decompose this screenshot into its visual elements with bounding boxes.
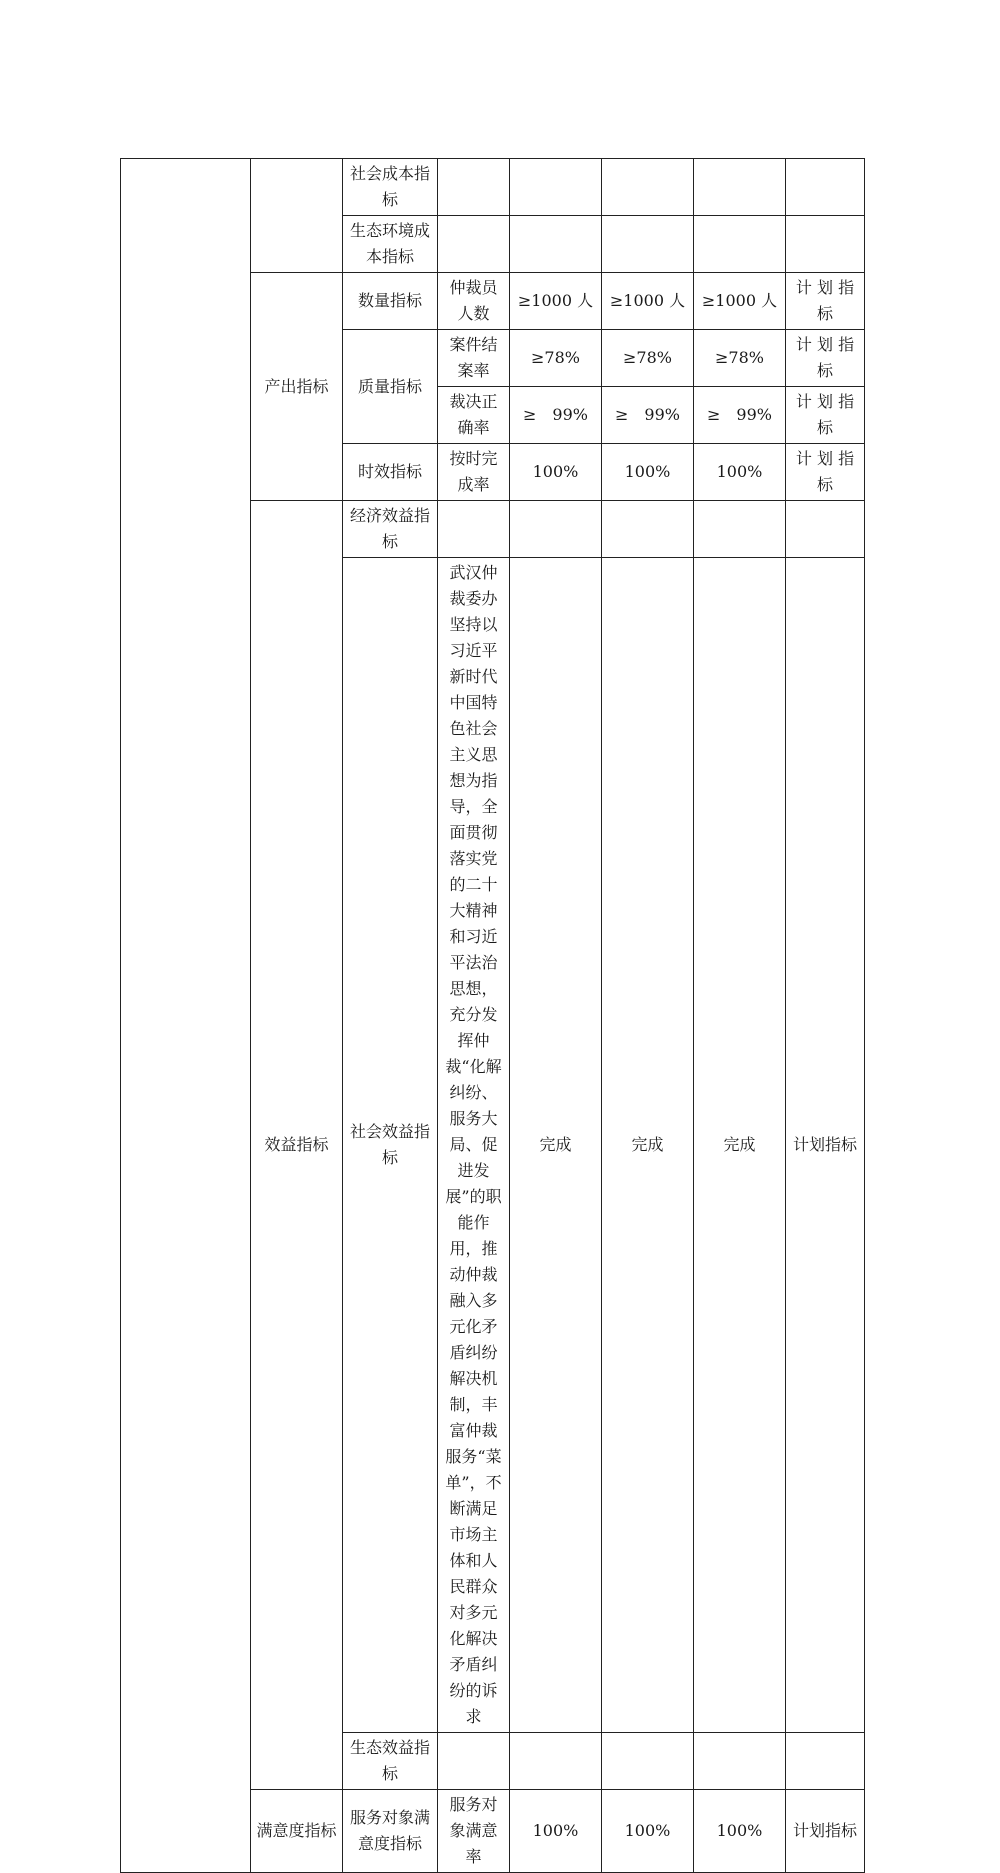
performance-indicator-table	[120, 158, 865, 1873]
value-1: 完成	[510, 558, 602, 1733]
level3-economic: 经济效益指标	[343, 501, 438, 558]
value-1: 100%	[510, 1790, 602, 1873]
level3-eco-cost: 生态环境成本指标	[343, 216, 438, 273]
level4-satisfaction-rate: 服务对象满意率	[438, 1790, 510, 1873]
level4-on-time: 按时完成率	[438, 444, 510, 501]
value-2: 完成	[602, 558, 694, 1733]
level2-satisfaction: 满意度指标	[251, 1790, 343, 1873]
value-2: ≥78%	[602, 330, 694, 387]
level4-ruling-accuracy: 裁决正确率	[438, 387, 510, 444]
level3-quality: 质量指标	[343, 330, 438, 444]
remark: 计划指标	[786, 1790, 865, 1873]
remark: 计 划 指 标	[786, 387, 865, 444]
value-1: ≥ 99%	[510, 387, 602, 444]
value-3: ≥ 99%	[694, 387, 786, 444]
value-2: 100%	[602, 444, 694, 501]
value-2: ≥1000 人	[602, 273, 694, 330]
remark: 计划指标	[786, 558, 865, 1733]
level3-quantity: 数量指标	[343, 273, 438, 330]
level4-arbitrators: 仲裁员人数	[438, 273, 510, 330]
level2-output: 产出指标	[251, 273, 343, 501]
remark: 计 划 指 标	[786, 273, 865, 330]
remark: 计 划 指 标	[786, 330, 865, 387]
value-1: ≥1000 人	[510, 273, 602, 330]
remark: 计 划 指 标	[786, 444, 865, 501]
value-1: ≥78%	[510, 330, 602, 387]
value-3: ≥1000 人	[694, 273, 786, 330]
level3-timeliness: 时效指标	[343, 444, 438, 501]
value-2: ≥ 99%	[602, 387, 694, 444]
value-2: 100%	[602, 1790, 694, 1873]
value-1: 100%	[510, 444, 602, 501]
level2-cell-empty	[251, 159, 343, 273]
level4-social-description: 武汉仲裁委办坚持以习近平新时代中国特色社会主义思想为指导，全面贯彻落实党的二十大精神和习近平法治思想，充分发挥仲裁“化解纠纷、服务大局、促进发展”的职能作用，推动仲裁融入多元化矛盾纠纷解决机制，丰富仲裁服务“菜单”，不断满足市场主体和人民群众对多元化解决矛盾纠纷的诉求	[438, 558, 510, 1733]
level3-ecological: 生态效益指标	[343, 1733, 438, 1790]
value-3: ≥78%	[694, 330, 786, 387]
table-row	[121, 159, 865, 216]
value-3: 100%	[694, 444, 786, 501]
value-3: 完成	[694, 558, 786, 1733]
level3-social-cost: 社会成本指标	[343, 159, 438, 216]
level3-social-benefit: 社会效益指标	[343, 558, 438, 1733]
level2-benefit: 效益指标	[251, 501, 343, 1790]
level1-cell-empty	[121, 159, 251, 1873]
value-3: 100%	[694, 1790, 786, 1873]
level3-satisfaction: 服务对象满意度指标	[343, 1790, 438, 1873]
level4-case-closure: 案件结案率	[438, 330, 510, 387]
